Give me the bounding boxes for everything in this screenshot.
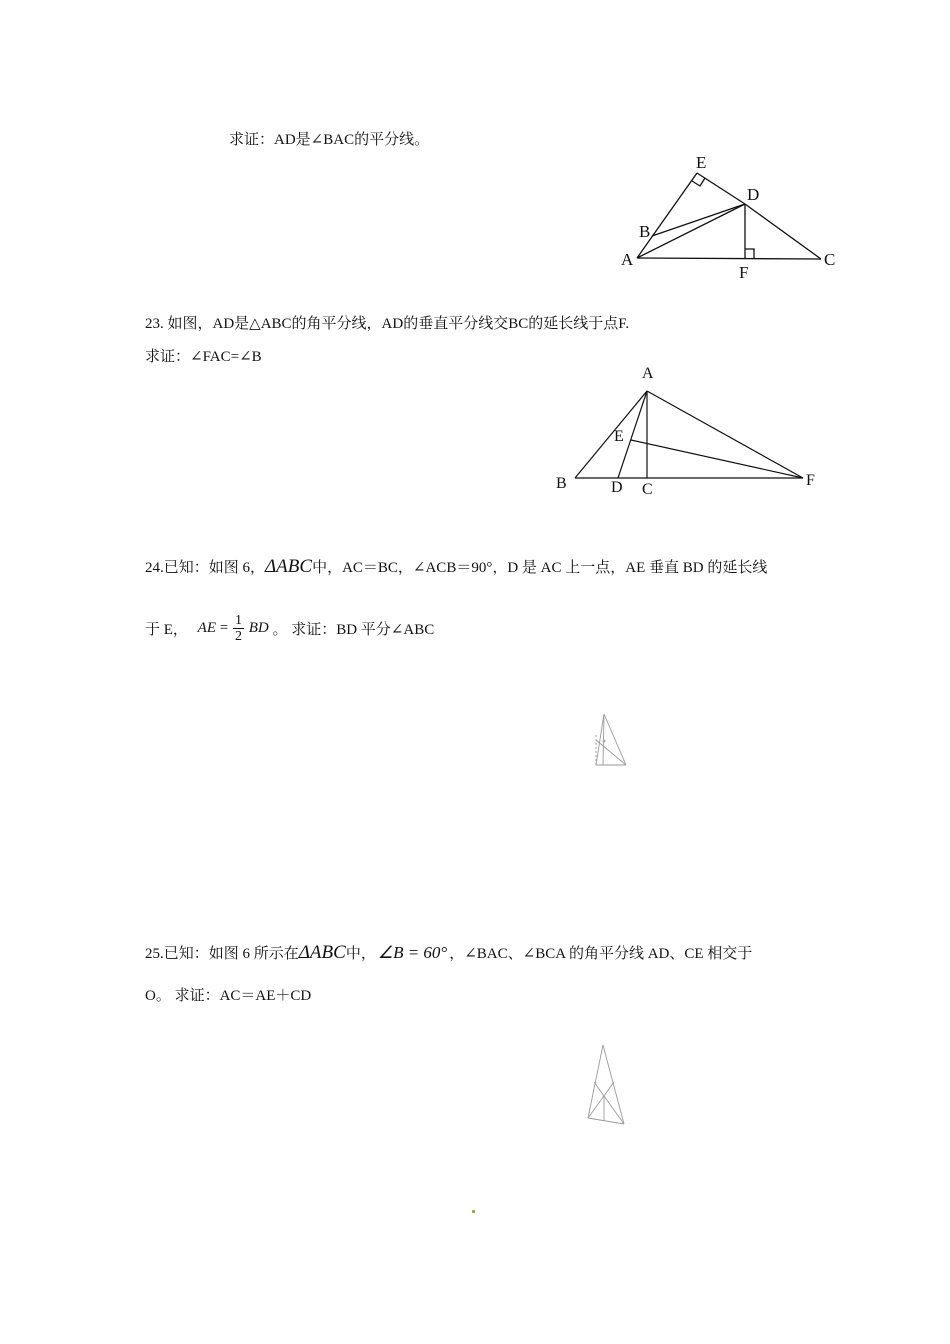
triangle-abc: ΔABC bbox=[298, 942, 346, 963]
seg-ED bbox=[697, 173, 745, 204]
label-E: E bbox=[614, 428, 624, 445]
label-A: A bbox=[621, 250, 634, 269]
p24-prefix: 24.已知：如图 6， bbox=[145, 560, 266, 576]
angle-b-60: ∠B = 60° bbox=[377, 943, 448, 962]
page-dot bbox=[472, 1210, 475, 1213]
seg-AB bbox=[575, 391, 647, 478]
seg-EF bbox=[631, 440, 803, 478]
frac-den: 2 bbox=[234, 629, 242, 644]
seg-DC bbox=[745, 204, 821, 259]
p24-suffix: 中，AC＝BC，∠ACB＝90°，D 是 AC 上一点，AE 垂直 BD 的延长线 bbox=[312, 560, 768, 576]
right-angle-E bbox=[692, 178, 705, 186]
label-A: A bbox=[642, 365, 654, 382]
label-D: D bbox=[611, 479, 623, 496]
label-C: C bbox=[642, 481, 653, 498]
label-F: F bbox=[739, 263, 749, 282]
label-B: B bbox=[556, 475, 567, 492]
p25-suffix: ，∠BAC、∠BCA 的角平分线 AD、CE 相交于 bbox=[449, 946, 753, 962]
p24-line2 bbox=[145, 613, 434, 644]
seg-AD bbox=[618, 391, 647, 478]
p25-prefix: 25.已知：如图 6 所示在 bbox=[145, 946, 299, 962]
p25-line1 bbox=[145, 942, 752, 964]
frac-num: 1 bbox=[234, 613, 242, 628]
fraction-one-half bbox=[233, 613, 244, 644]
triangle-abc: ΔABC bbox=[265, 556, 313, 577]
seg-BD bbox=[652, 204, 745, 236]
label-E: E bbox=[696, 153, 707, 172]
p23-text: 23. 如图，AD是△ABC的角平分线，AD的垂直平分线交BC的延长线于点F. bbox=[145, 316, 630, 332]
seg-AE bbox=[637, 173, 697, 258]
p24-line2-prefix: 于 E， bbox=[145, 622, 188, 638]
seg-AF bbox=[647, 391, 803, 478]
seg-AC bbox=[637, 258, 821, 259]
p23-prove-text: 求证：∠FAC=∠B bbox=[145, 349, 262, 365]
label-B: B bbox=[639, 222, 651, 241]
bd-var: BD bbox=[248, 620, 269, 636]
label-D: D bbox=[747, 185, 760, 204]
label-F: F bbox=[806, 472, 815, 489]
label-C: C bbox=[824, 250, 836, 269]
right-angle-F bbox=[745, 249, 754, 259]
p25-mid: 中， bbox=[345, 946, 376, 962]
p25-line2: O。 求证：AC＝AE＋CD bbox=[145, 988, 312, 1004]
equals-sign: = bbox=[219, 620, 229, 636]
p24-line1 bbox=[145, 556, 767, 578]
p22-prove-text: 求证：AD是∠BAC的平分线。 bbox=[229, 132, 430, 148]
seg-AD bbox=[637, 204, 745, 258]
p24-line2-suffix: 。 求证：BD 平分∠ABC bbox=[272, 622, 435, 638]
ae-var: AE bbox=[197, 620, 216, 636]
